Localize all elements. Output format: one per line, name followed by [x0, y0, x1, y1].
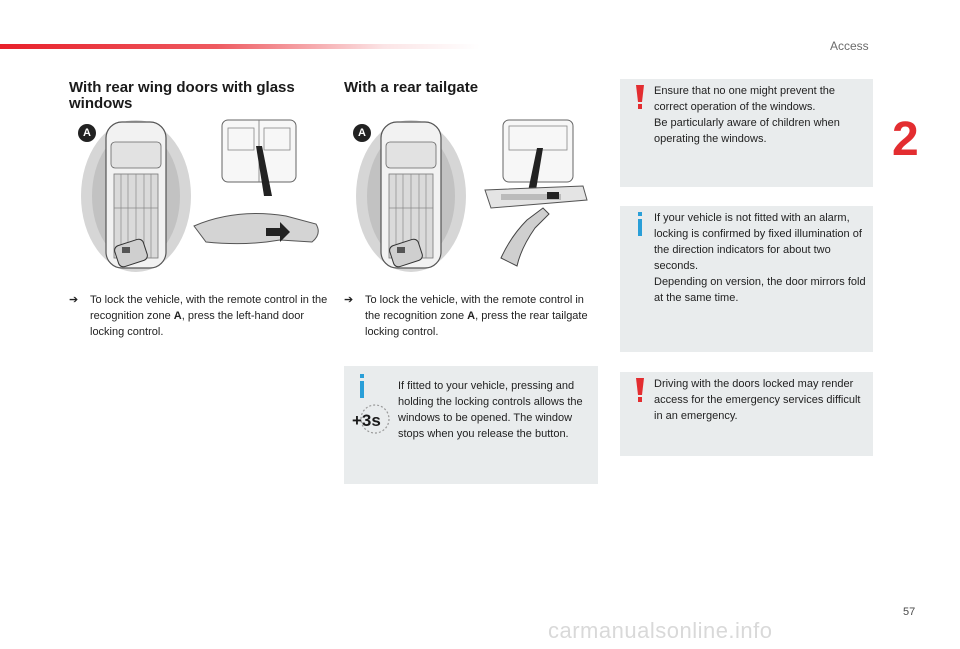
instruction-text-start: To lock the vehicle, with the remote control in the recognition zone: [90, 294, 328, 322]
zone-label: A: [173, 310, 182, 322]
illustration-rear-wing-doors: [76, 116, 328, 274]
instruction-lock-rear-wing: [69, 292, 329, 352]
bullet-arrow-icon: ➔: [69, 294, 79, 306]
info-icon: [357, 374, 367, 398]
watermark: carmanualsonline.info: [548, 618, 773, 643]
hold-3s-label: +3s: [352, 411, 381, 430]
page-number: 57: [903, 606, 916, 618]
illustration-rear-tailgate: [351, 116, 599, 274]
heading-rear-tailgate: With a rear tailgate: [344, 79, 479, 96]
instruction-text-end: , press the left-hand door locking control.: [90, 310, 305, 338]
instruction-lock-tailgate: [344, 292, 600, 352]
warning-text: Driving with the doors locked may render access for the emergency services difficult in an emergency.: [654, 378, 861, 422]
warning-text: Ensure that no one might prevent the correct operation of the windows. Be particularly aware of children when operating the windows.: [654, 85, 840, 145]
warning-icon: [636, 378, 644, 402]
chapter-number: 2: [892, 113, 919, 166]
info-note-window-opening: [344, 366, 598, 484]
zone-label: A: [467, 310, 476, 322]
note-text: If fitted to your vehicle, pressing and holding the locking controls allows the windows to be opened. The window stops when you release the button.: [398, 380, 583, 440]
zone-a-badge: A: [78, 124, 96, 142]
zone-a-badge: A: [353, 124, 371, 142]
heading-rear-wing-doors: With rear wing doors with glass windows: [69, 79, 295, 112]
header-accent-bar: [0, 44, 480, 49]
instruction-text-start: To lock the vehicle, with the remote control in the recognition zone: [365, 294, 584, 322]
warning-note-children: [620, 79, 873, 187]
instruction-text-end: , press the rear tailgate locking control.: [365, 310, 588, 338]
bullet-arrow-icon: ➔: [344, 294, 354, 306]
warning-icon: [636, 85, 644, 109]
info-note-alarm: [620, 206, 873, 352]
section-title: Access: [830, 39, 869, 53]
info-icon: [635, 212, 645, 236]
hold-3s-icon: [350, 404, 392, 434]
info-text: If your vehicle is not fitted with an alarm, locking is confirmed by fixed illumination of the direction indicators for about two seconds. Depending on version, the door mirrors fold at the same time.: [654, 212, 866, 304]
warning-note-emergency: [620, 372, 873, 456]
